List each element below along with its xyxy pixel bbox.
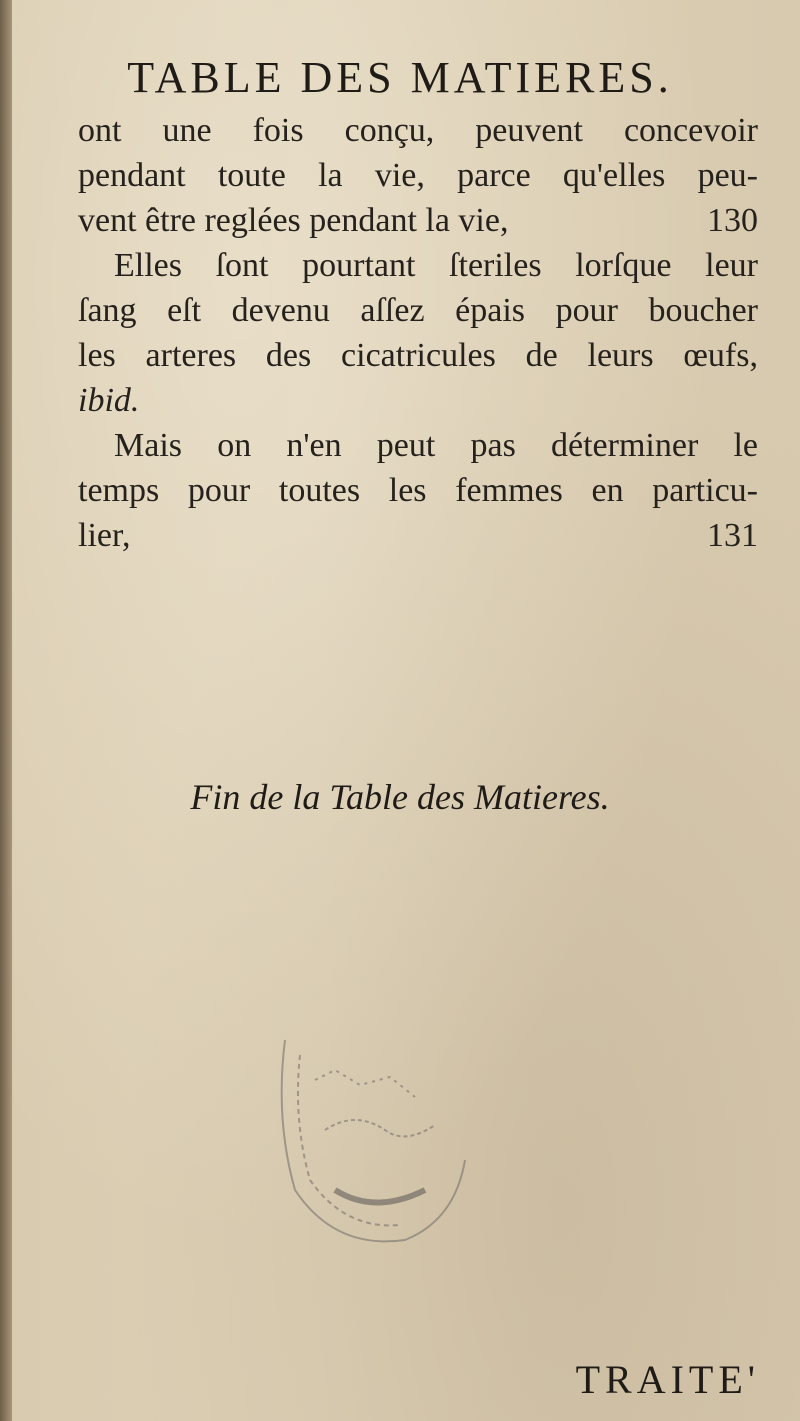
entry-line: lier,: [78, 517, 131, 554]
entry-line: ſang eſt devenu aſſez épais pour boucher: [78, 292, 758, 329]
page-number: 131: [707, 517, 758, 554]
table-entries: [78, 108, 758, 558]
entry-line: Mais on n'en peut pas déterminer le: [114, 427, 758, 464]
library-stamp-icon: [255, 1000, 475, 1260]
entry-reference: ibid.: [78, 382, 140, 419]
page-spine-edge: [0, 0, 12, 1421]
page-number: 130: [707, 202, 758, 239]
page-header: TABLE DES MATIERES.: [127, 53, 673, 102]
entry-line: vent être reglées pendant la vie,: [78, 202, 509, 239]
entry-line-with-page: [78, 198, 758, 243]
entry-line: Elles ſont pourtant ſteriles lorſque leur: [114, 247, 758, 284]
closing-line: Fin de la Table des Matieres.: [190, 777, 610, 817]
entry-line: ont une fois conçu, peuvent concevoir: [78, 112, 758, 149]
entry-3: [78, 423, 758, 558]
catchword: TRAITE': [575, 1357, 760, 1402]
entry-line: temps pour toutes les femmes en particu-: [78, 472, 758, 509]
entry-line-with-page: [78, 513, 758, 558]
entry-1: [78, 108, 758, 243]
entry-line: pendant toute la vie, parce qu'elles peu-: [78, 157, 758, 194]
entry-line: les arteres des cicatricules de leurs œufs,: [78, 337, 758, 374]
entry-2: [78, 243, 758, 423]
